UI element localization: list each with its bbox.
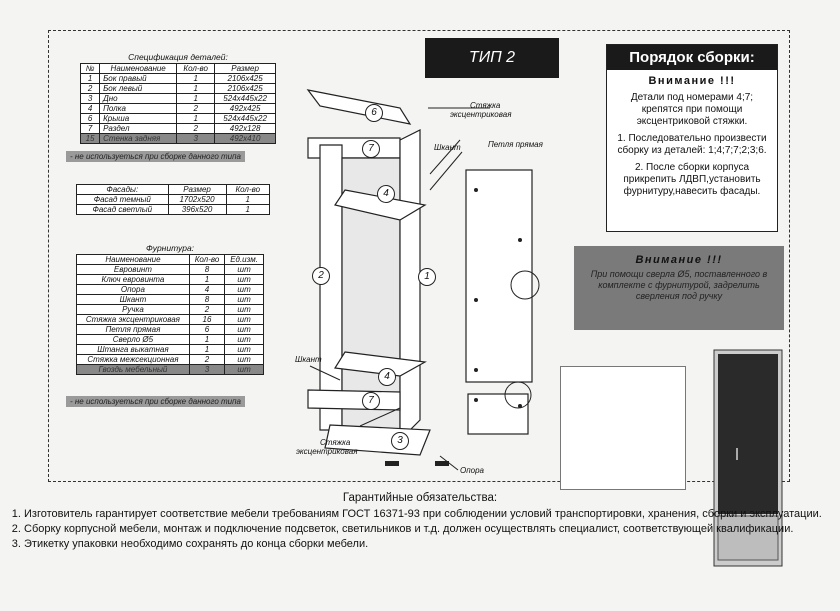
part-divider-bottom-shape: [308, 390, 400, 410]
label-petlya: Петля прямая: [488, 140, 543, 149]
table-cell: Стенка задняя: [100, 134, 177, 144]
table-header-cell: №: [81, 64, 100, 74]
table-cell: 1: [226, 195, 269, 205]
guarantee-item: 1. Изготовитель гарантирует соответствие мебели требованиям ГОСТ 16371-93 при соблюдении условий транспортировки, хранения, сборки и эксплуатации.: [24, 508, 840, 521]
table-header-cell: Размер: [168, 185, 226, 195]
table-cell: 3: [189, 365, 224, 375]
table-row: [77, 295, 264, 305]
table-cell: шт: [225, 275, 264, 285]
table-cell: Бок левый: [100, 84, 177, 94]
table-cell: 15: [81, 134, 100, 144]
table-row: [81, 104, 276, 114]
guarantee-item: 2. Сборку корпусной мебели, монтаж и подключение подсветок, светильников и т.д. должен осуществлять специалист, соответствующей квалификации.: [24, 523, 840, 536]
table-cell: Гвоздь мебельный: [77, 365, 190, 375]
table-cell: Ключ евровинта: [77, 275, 190, 285]
table-row: [77, 195, 270, 205]
table-row: [81, 84, 276, 94]
guarantee-title: Гарантийные обязательства:: [342, 492, 498, 504]
table-row: [77, 355, 264, 365]
table-cell: Фасад светлый: [77, 205, 169, 215]
table-cell: 3: [177, 134, 215, 144]
table-header-cell: Кол-во: [177, 64, 215, 74]
table-cell: Фасад темный: [77, 195, 169, 205]
guarantee-list: [0, 508, 840, 551]
table-cell: 1: [177, 114, 215, 124]
table-cell: 2: [177, 124, 215, 134]
table-row: [81, 114, 276, 124]
table-cell: 524x445x22: [215, 114, 276, 124]
table-header-cell: Ед.изм.: [225, 255, 264, 265]
spec-table: [80, 51, 276, 144]
table-cell: Шкант: [77, 295, 190, 305]
table-cell: шт: [225, 265, 264, 275]
spec-title: Спецификация деталей:: [128, 52, 228, 62]
table-row: [77, 345, 264, 355]
table-cell: 7: [81, 124, 100, 134]
table-cell: 2106x425: [215, 74, 276, 84]
part-number: 3: [391, 432, 409, 450]
part-number: 7: [362, 392, 380, 410]
assembly-order-title: Порядок сборки:: [607, 45, 777, 70]
part-number: 6: [365, 104, 383, 122]
handle-drill-warning-body: При помощи сверла Ø5, поставленного в комплекте с фурнитурой, задрелить сверления под ручку: [590, 269, 768, 301]
fittings-table: [76, 242, 264, 375]
table-row: [77, 285, 264, 295]
table-cell: 3: [81, 94, 100, 104]
table-cell: шт: [225, 345, 264, 355]
table-cell: 492x425: [215, 104, 276, 114]
label-eks-top: эксцентриковая: [450, 110, 512, 119]
table-row: [81, 134, 276, 144]
table-cell: 2: [177, 104, 215, 114]
table-row: [77, 335, 264, 345]
table-header-cell: Кол-во: [189, 255, 224, 265]
table-cell: шт: [225, 325, 264, 335]
blank-label-area: [560, 366, 686, 490]
table-cell: 2106x425: [215, 84, 276, 94]
part-number: 7: [362, 140, 380, 158]
label-shkant-top: Шкант: [434, 143, 461, 152]
table-cell: Полка: [100, 104, 177, 114]
label-shkant-bottom: Шкант: [295, 355, 322, 364]
part-number: 4: [378, 368, 396, 386]
table-row: [77, 205, 270, 215]
table-cell: 8: [189, 265, 224, 275]
table-row: [77, 275, 264, 285]
label-eks-bottom: эксцентриковая: [296, 447, 358, 456]
assembly-order-box: [606, 44, 778, 232]
table-row: [77, 305, 264, 315]
table-cell: 1: [189, 335, 224, 345]
table-cell: 1: [189, 275, 224, 285]
spec-note: - не используеться при сборке данного типа: [66, 151, 245, 162]
table-header-cell: Наименование: [100, 64, 177, 74]
table-cell: 4: [189, 285, 224, 295]
table-header-cell: Фасады:: [77, 185, 169, 195]
table-cell: 16: [189, 315, 224, 325]
table-cell: Дно: [100, 94, 177, 104]
table-cell: Штанга выкатная: [77, 345, 190, 355]
handle-drill-warning: [574, 246, 784, 330]
guarantee-item: 3. Этикетку упаковки необходимо сохранять до конца сборки мебели.: [24, 538, 840, 551]
part-top-shape: [308, 90, 410, 124]
table-cell: Крыша: [100, 114, 177, 124]
table-cell: 1: [177, 84, 215, 94]
assembly-order-p1: Детали под номерами 4;7; крепятся при помощи эксцентриковой стяжки.: [630, 92, 754, 127]
assembly-order-p3: 2. После сборки корпуса прикрепить ЛДВП,установить фурнитуру,навесить фасады.: [623, 162, 761, 197]
table-cell: 1: [177, 94, 215, 104]
table-cell: 1: [189, 345, 224, 355]
part-number: 1: [418, 268, 436, 286]
table-cell: 8: [189, 295, 224, 305]
table-cell: 492x128: [215, 124, 276, 134]
handle-icon: [736, 448, 738, 460]
fittings-title: Фурнитура:: [145, 243, 195, 253]
handle-drill-warning-title: Внимание !!!: [635, 254, 723, 266]
table-row: [77, 265, 264, 275]
table-cell: 524x445x22: [215, 94, 276, 104]
label-styazhka-bottom: Стяжка: [320, 438, 351, 447]
table-cell: Петля прямая: [77, 325, 190, 335]
part-door-shape: [466, 170, 532, 382]
table-cell: 2: [189, 305, 224, 315]
table-cell: Бок правый: [100, 74, 177, 84]
table-cell: 1: [226, 205, 269, 215]
table-row: [77, 315, 264, 325]
table-cell: Ручка: [77, 305, 190, 315]
table-cell: 2: [81, 84, 100, 94]
table-cell: Раздел: [100, 124, 177, 134]
table-header-cell: Наименование: [77, 255, 190, 265]
table-row: [77, 365, 264, 375]
table-header-cell: Кол-во: [226, 185, 269, 195]
cabinet-dark-facade-shape: [718, 354, 778, 514]
table-cell: Стяжка межсекционная: [77, 355, 190, 365]
table-cell: шт: [225, 355, 264, 365]
table-cell: 1: [81, 74, 100, 84]
table-cell: 1: [177, 74, 215, 84]
guarantee-section: [0, 492, 840, 553]
table-cell: 2: [189, 355, 224, 365]
table-cell: шт: [225, 285, 264, 295]
table-row: [77, 325, 264, 335]
fittings-note: - не используеться при сборке данного типа: [66, 396, 245, 407]
label-opora: Опора: [460, 466, 484, 475]
table-cell: шт: [225, 295, 264, 305]
table-cell: шт: [225, 335, 264, 345]
table-cell: шт: [225, 315, 264, 325]
part-number: 4: [377, 185, 395, 203]
table-cell: Сверло Ø5: [77, 335, 190, 345]
table-row: [81, 74, 276, 84]
table-header-cell: Размер: [215, 64, 276, 74]
label-styazhka-top: Стяжка: [470, 101, 501, 110]
facades-table: [76, 184, 270, 215]
table-cell: 4: [81, 104, 100, 114]
type-label: ТИП 2: [425, 38, 559, 78]
table-cell: 492x410: [215, 134, 276, 144]
part-right-side-shape: [400, 130, 420, 440]
table-row: [81, 124, 276, 134]
table-cell: шт: [225, 305, 264, 315]
table-cell: шт: [225, 365, 264, 375]
table-row: [81, 94, 276, 104]
table-cell: 396x520: [168, 205, 226, 215]
assembly-order-warning: Внимание !!!: [648, 75, 736, 87]
table-cell: 6: [189, 325, 224, 335]
table-cell: 1702x520: [168, 195, 226, 205]
table-cell: Евровинт: [77, 265, 190, 275]
table-cell: Стяжка эксцентриковая: [77, 315, 190, 325]
table-cell: Опора: [77, 285, 190, 295]
part-number: 2: [312, 267, 330, 285]
part-left-side-shape: [320, 145, 342, 430]
table-cell: 6: [81, 114, 100, 124]
assembly-order-p2: 1. Последовательно произвести сборку из деталей: 1;4;7;7;2;3;6.: [617, 133, 767, 156]
